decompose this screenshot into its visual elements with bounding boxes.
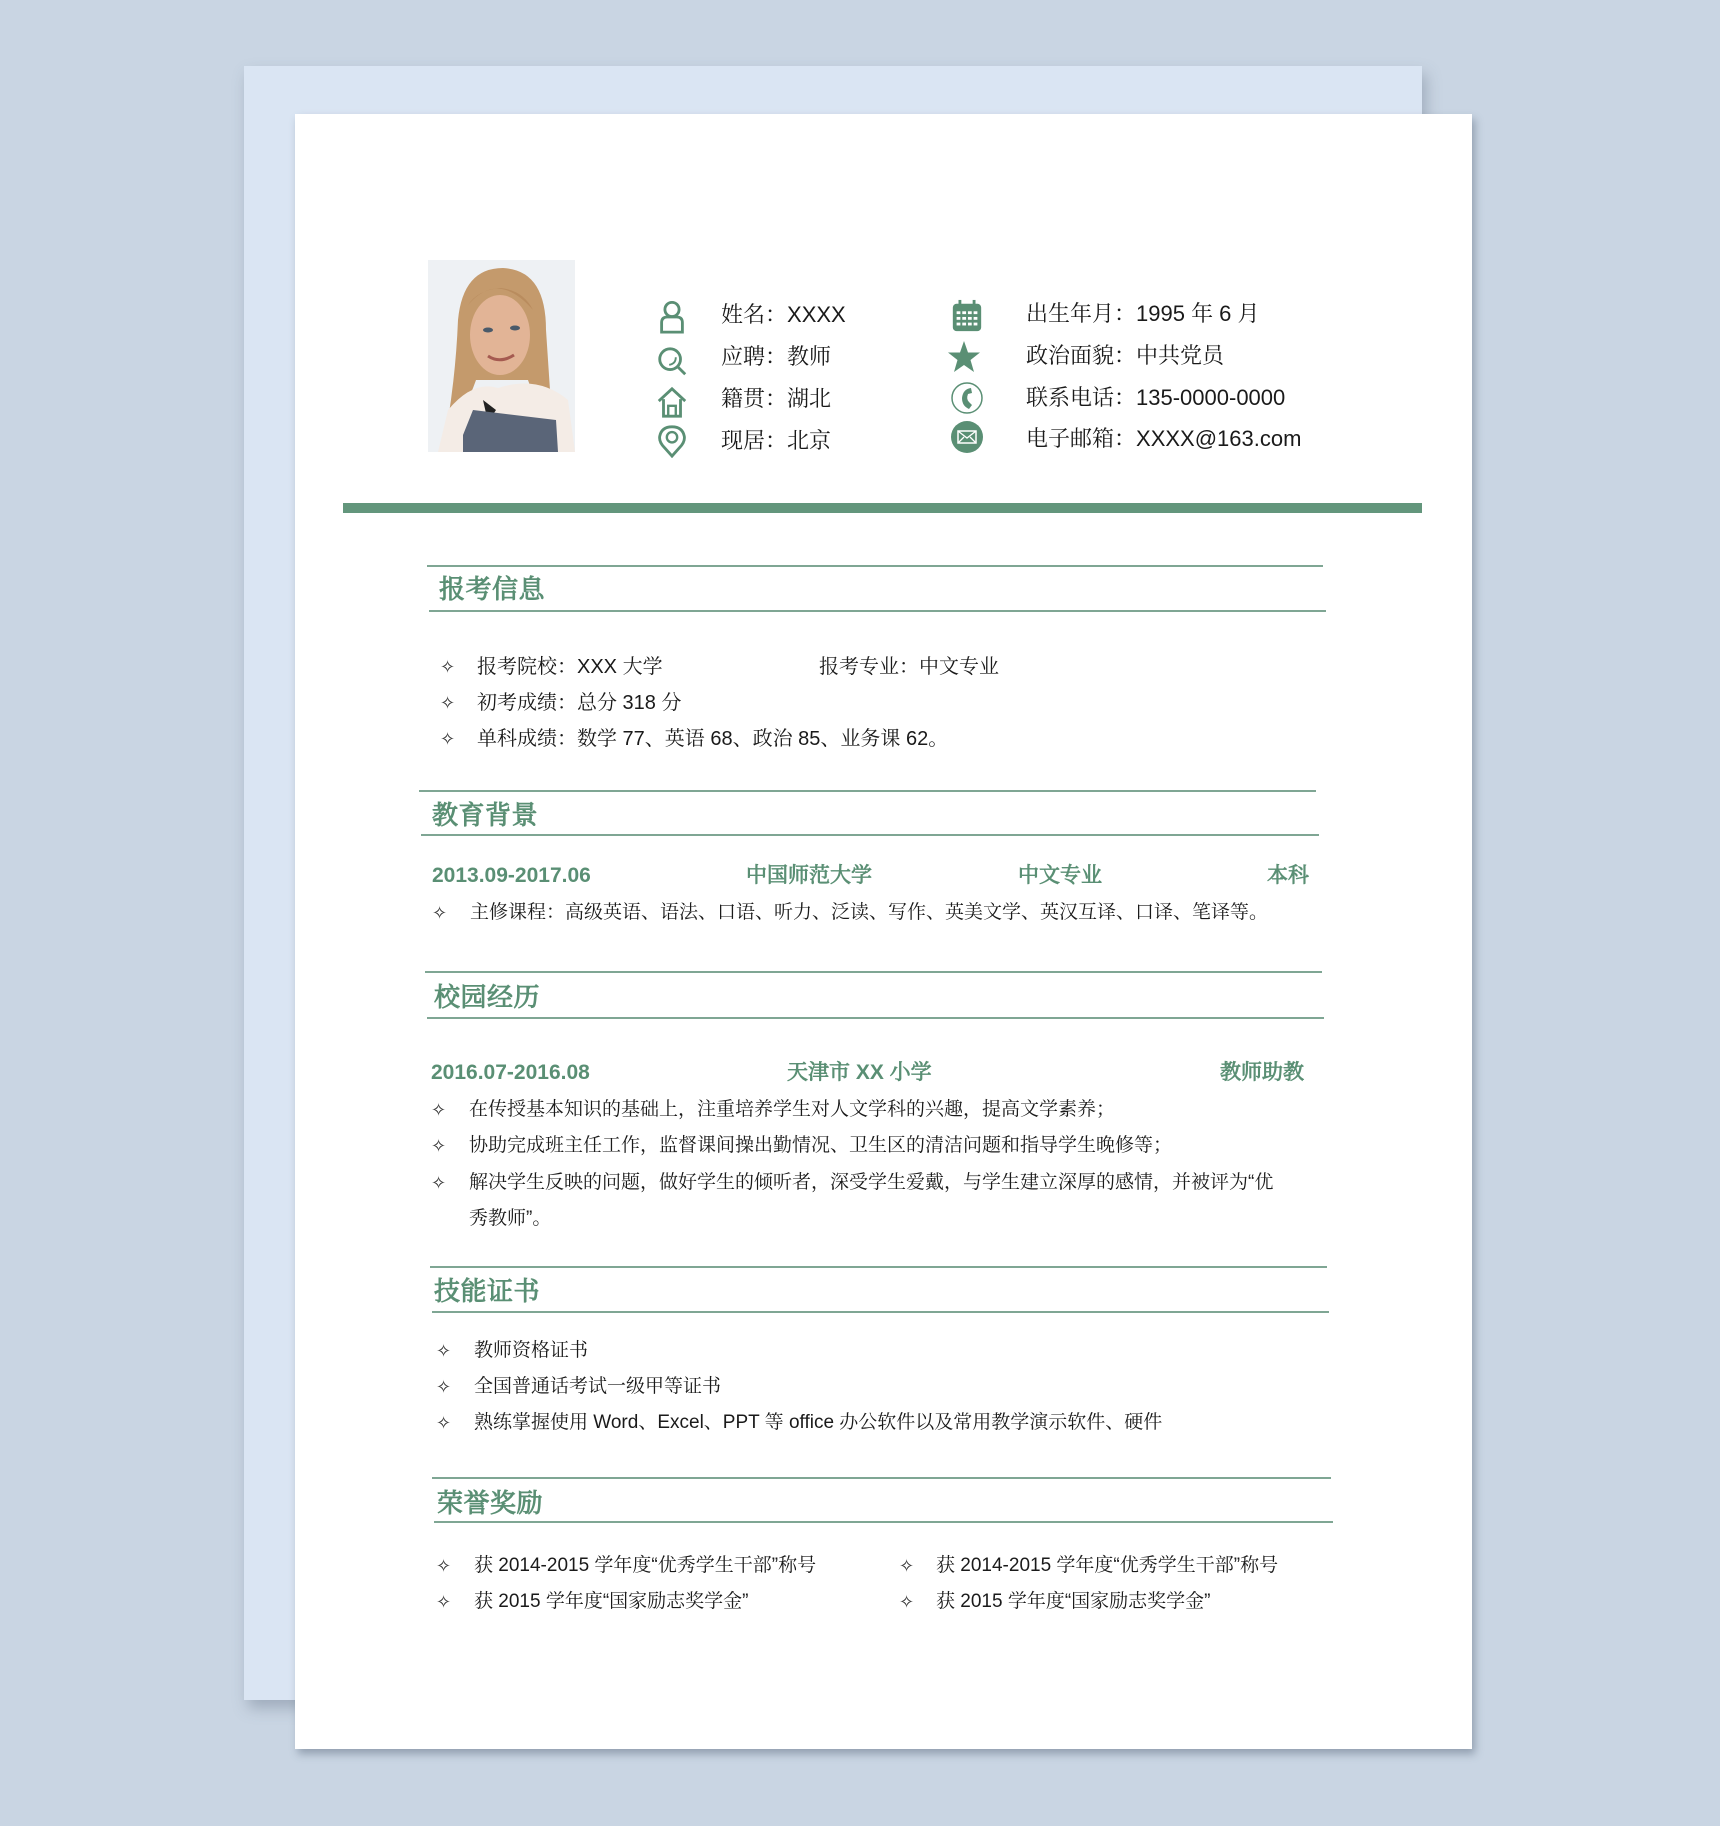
diamond-bullet-icon: ✧ [436,1592,452,1612]
section-top-line [432,1477,1331,1479]
section-top-line [425,971,1322,973]
user-icon [655,300,689,334]
calendar-icon [950,299,984,333]
info-birth: 出生年月：1995 年 6 月 [1026,301,1260,326]
section-title-campus: 校园经历 [434,982,541,1012]
diamond-bullet-icon: ✧ [440,693,456,713]
diamond-bullet-icon: ✧ [431,1173,447,1193]
section-bottom-line [434,1521,1333,1523]
campus-item: 协助完成班主任工作，监督课间操出勤情况、卫生区的清洁问题和指导学生晚修等； [469,1135,1173,1156]
info-email: 电子邮箱：XXXX@163.com [1026,426,1302,451]
home-icon [655,385,689,419]
diamond-bullet-icon: ✧ [436,1341,452,1361]
info-position: 应聘：教师 [721,344,832,369]
campus-org: 天津市 XX 小学 [787,1061,932,1084]
diamond-bullet-icon: ✧ [899,1592,915,1612]
diamond-bullet-icon: ✧ [432,903,448,923]
campus-item: 解决学生反映的问题，做好学生的倾听者，深受学生爱戴，与学生建立深厚的感情，并被评为“优 [469,1172,1274,1193]
diamond-bullet-icon: ✧ [440,729,456,749]
diamond-bullet-icon: ✧ [436,1377,452,1397]
education-school: 中国师范大学 [746,864,872,887]
profile-photo [428,260,575,452]
skill-item: 全国普通话考试一级甲等证书 [474,1376,722,1397]
education-courses: 主修课程：高级英语、语法、口语、听力、泛读、写作、英美文学、英汉互译、口译、笔译等。 [470,902,1269,923]
info-name: 姓名：XXXX [721,302,846,327]
award-item: 获 2014-2015 学年度“优秀学生干部”称号 [474,1555,817,1576]
exam-score: 初考成绩：总分 318 分 [477,692,682,714]
campus-item: 在传授基本知识的基础上，注重培养学生对人文学科的兴趣，提高文学素养； [469,1099,1116,1120]
section-title-exam: 报考信息 [439,574,546,604]
education-date: 2013.09-2017.06 [432,864,591,887]
education-major: 中文专业 [1018,864,1102,887]
star-icon [947,340,981,374]
diamond-bullet-icon: ✧ [899,1556,915,1576]
diamond-bullet-icon: ✧ [436,1413,452,1433]
section-bottom-line [429,610,1326,612]
diamond-bullet-icon: ✧ [440,657,456,677]
section-bottom-line [427,1017,1324,1019]
section-top-line [419,790,1316,792]
section-title-skills: 技能证书 [434,1276,541,1306]
mail-icon [950,420,984,454]
exam-major: 报考专业：中文专业 [819,656,999,678]
search-icon [655,345,689,379]
info-residence: 现居：北京 [721,428,832,453]
campus-item-continued: 秀教师”。 [469,1208,552,1229]
info-phone: 联系电话：135-0000-0000 [1026,385,1286,410]
section-bottom-line [421,834,1319,836]
campus-role: 教师助教 [1220,1061,1304,1084]
exam-school: 报考院校：XXX 大学 [477,656,663,678]
phone-icon [950,381,984,415]
section-title-education: 教育背景 [432,800,539,830]
education-degree: 本科 [1267,864,1309,887]
diamond-bullet-icon: ✧ [431,1136,447,1156]
section-top-line [430,1266,1327,1268]
diamond-bullet-icon: ✧ [431,1100,447,1120]
header-divider-bar [343,503,1422,513]
section-title-awards: 荣誉奖励 [437,1488,544,1518]
section-top-line [427,565,1323,567]
skill-item: 熟练掌握使用 Word、Excel、PPT 等 office 办公软件以及常用教学演示软件、硬件 [474,1412,1163,1433]
award-item: 获 2014-2015 学年度“优秀学生干部”称号 [936,1555,1279,1576]
info-hometown: 籍贯：湖北 [721,386,832,411]
location-pin-icon [655,424,689,458]
skill-item: 教师资格证书 [474,1340,589,1361]
info-political: 政治面貌：中共党员 [1026,343,1225,368]
award-item: 获 2015 学年度“国家励志奖学金” [936,1591,1211,1612]
award-item: 获 2015 学年度“国家励志奖学金” [474,1591,749,1612]
diamond-bullet-icon: ✧ [436,1556,452,1576]
section-bottom-line [432,1311,1329,1313]
campus-date: 2016.07-2016.08 [431,1061,590,1084]
exam-subject-scores: 单科成绩：数学 77、英语 68、政治 85、业务课 62。 [477,728,949,750]
